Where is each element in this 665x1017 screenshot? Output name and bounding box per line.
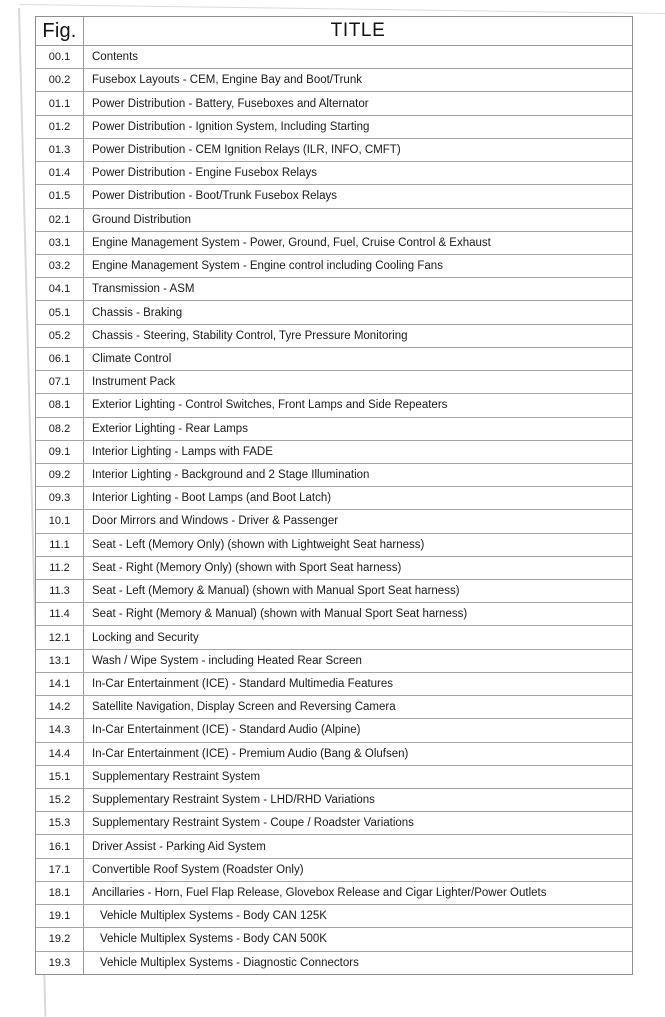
fig-title: Seat - Right (Memory & Manual) (shown with Manual Sport Seat harness) [92,608,468,621]
fig-number: 14.1 [36,673,84,695]
fig-title: Power Distribution - Ignition System, Including Starting [92,120,370,133]
table-row [36,696,632,719]
fig-number: 18.1 [36,882,84,904]
fig-title: Instrument Pack [92,376,176,389]
table-row [36,719,632,742]
fig-title: Chassis - Braking [92,306,183,319]
fig-number: 08.2 [36,418,84,440]
fig-number: 09.1 [36,441,84,463]
table-row [36,510,632,533]
fig-number: 08.1 [36,394,84,416]
table-row [36,580,632,603]
table-row [36,859,632,882]
contents-table [35,16,633,975]
fig-number: 01.3 [36,139,84,161]
table-row [36,301,632,324]
table-row [36,557,632,580]
fig-number: 05.1 [36,301,84,323]
fig-title: Supplementary Restraint System [92,770,261,783]
table-row [36,255,632,278]
fig-number: 06.1 [36,348,84,370]
fig-title: Interior Lighting - Boot Lamps (and Boot Latch) [92,492,332,505]
fig-title: Power Distribution - Boot/Trunk Fusebox Relays [92,190,338,203]
table-row [36,394,632,417]
fig-number: 15.1 [36,766,84,788]
fig-title: Interior Lighting - Lamps with FADE [92,445,273,458]
fig-title: Supplementary Restraint System - Coupe / Roadster Variations [92,817,414,830]
fig-title: In-Car Entertainment (ICE) - Premium Audio (Bang & Olufsen) [92,747,409,760]
table-header-row [36,17,632,46]
fig-number: 14.4 [36,743,84,765]
fig-title: Supplementary Restraint System - LHD/RHD Variations [92,794,375,807]
table-row [36,348,632,371]
fig-number: 19.3 [36,952,84,974]
fig-number: 11.3 [36,580,84,602]
table-row [36,835,632,858]
fig-title: In-Car Entertainment (ICE) - Standard Audio (Alpine) [92,724,361,737]
fig-number: 19.2 [36,928,84,950]
table-row [36,626,632,649]
fig-title: Vehicle Multiplex Systems - Body CAN 125K [100,910,327,923]
table-row [36,139,632,162]
table-row [36,116,632,139]
table-row [36,603,632,626]
table-row [36,46,632,69]
fig-title: Interior Lighting - Background and 2 Stage Illumination [92,469,370,482]
table-row [36,371,632,394]
fig-number: 01.4 [36,162,84,184]
table-row [36,789,632,812]
fig-number: 11.4 [36,603,84,625]
fig-title: In-Car Entertainment (ICE) - Standard Multimedia Features [92,678,394,691]
page-edge-top [20,4,665,14]
fig-number: 14.2 [36,696,84,718]
fig-number: 07.1 [36,371,84,393]
fig-title: Power Distribution - CEM Ignition Relays (ILR, INFO, CMFT) [92,143,401,156]
table-row [36,418,632,441]
fig-title: Exterior Lighting - Control Switches, Front Lamps and Side Repeaters [92,399,448,412]
fig-number: 13.1 [36,650,84,672]
table-row [36,928,632,951]
fig-number: 09.3 [36,487,84,509]
fig-title: Engine Management System - Engine control including Cooling Fans [92,260,443,273]
fig-number: 11.1 [36,534,84,556]
fig-number: 15.2 [36,789,84,811]
fig-number: 01.2 [36,116,84,138]
fig-number: 01.5 [36,185,84,207]
fig-title: Convertible Roof System (Roadster Only) [92,863,304,876]
table-row [36,650,632,673]
table-row [36,766,632,789]
fig-title: Fusebox Layouts - CEM, Engine Bay and Boot/Trunk [92,74,362,87]
fig-number: 03.2 [36,255,84,277]
fig-title: Locking and Security [92,631,199,644]
fig-title: Transmission - ASM [92,283,195,296]
fig-title: Power Distribution - Battery, Fuseboxes and Alternator [92,97,369,110]
table-row [36,278,632,301]
fig-title: Vehicle Multiplex Systems - Body CAN 500K [100,933,327,946]
fig-title: Vehicle Multiplex Systems - Diagnostic Connectors [100,956,359,969]
fig-title: Power Distribution - Engine Fusebox Relays [92,167,317,180]
fig-title: Engine Management System - Power, Ground, Fuel, Cruise Control & Exhaust [92,236,491,249]
fig-title: Exterior Lighting - Rear Lamps [92,422,248,435]
table-row [36,325,632,348]
table-row [36,812,632,835]
table-body [36,46,632,974]
table-row [36,209,632,232]
fig-number: 19.1 [36,905,84,927]
table-row [36,92,632,115]
fig-number: 04.1 [36,278,84,300]
fig-title: Ancillaries - Horn, Fuel Flap Release, Glovebox Release and Cigar Lighter/Power Outlets [92,886,547,899]
fig-number: 11.2 [36,557,84,579]
fig-number: 00.1 [36,46,84,68]
fig-title: Seat - Left (Memory & Manual) (shown with Manual Sport Seat harness) [92,585,460,598]
fig-title: Chassis - Steering, Stability Control, Tyre Pressure Monitoring [92,329,408,342]
fig-title: Door Mirrors and Windows - Driver & Passenger [92,515,339,528]
fig-number: 17.1 [36,859,84,881]
table-row [36,69,632,92]
table-row [36,743,632,766]
fig-number: 10.1 [36,510,84,532]
fig-title: Satellite Navigation, Display Screen and Reversing Camera [92,701,396,714]
fig-number: 02.1 [36,209,84,231]
fig-title: Climate Control [92,352,172,365]
fig-title: Seat - Left (Memory Only) (shown with Lightweight Seat harness) [92,538,425,551]
fig-title: Wash / Wipe System - including Heated Rear Screen [92,654,362,667]
fig-number: 15.3 [36,812,84,834]
table-row [36,952,632,974]
fig-number: 12.1 [36,626,84,648]
fig-column-header: Fig. [36,17,84,45]
table-row [36,673,632,696]
fig-number: 05.2 [36,325,84,347]
table-row [36,487,632,510]
fig-number: 16.1 [36,835,84,857]
fig-number: 14.3 [36,719,84,741]
title-column-header: TITLE [330,20,386,41]
table-row [36,162,632,185]
fig-title: Ground Distribution [92,213,192,226]
fig-title: Seat - Right (Memory Only) (shown with Sport Seat harness) [92,561,402,574]
fig-number: 01.1 [36,92,84,114]
table-row [36,534,632,557]
table-row [36,882,632,905]
table-row [36,464,632,487]
fig-number: 09.2 [36,464,84,486]
table-row [36,232,632,255]
table-row [36,905,632,928]
fig-title: Contents [92,51,139,64]
fig-number: 03.1 [36,232,84,254]
table-row [36,185,632,208]
table-row [36,441,632,464]
fig-number: 00.2 [36,69,84,91]
fig-title: Driver Assist - Parking Aid System [92,840,266,853]
